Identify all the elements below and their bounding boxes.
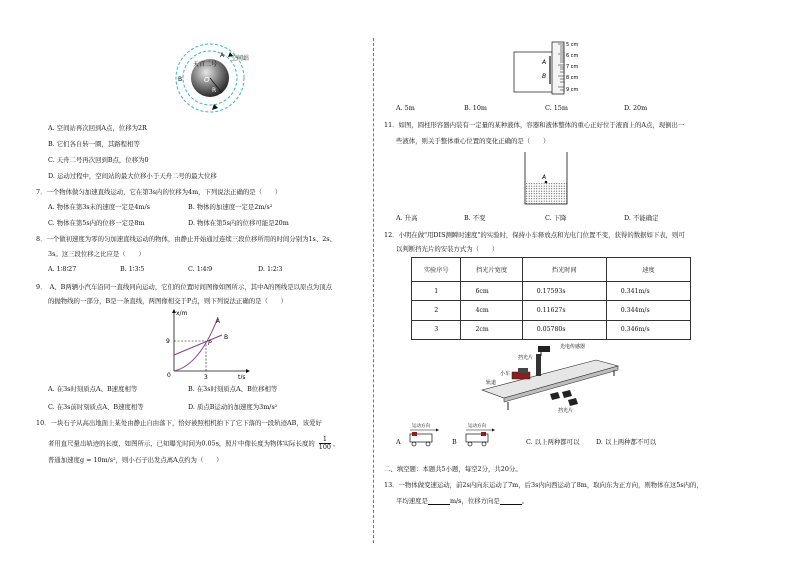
q10-frac-tail: ， <box>333 439 340 448</box>
ruler-tick-7: 7 cm <box>566 64 579 70</box>
q12-option-c: C. 以上两种都可以 <box>526 438 580 446</box>
q11-option-b: B. 不变 <box>464 214 486 222</box>
motion-dir-label: 运动方向 <box>468 424 486 429</box>
column-divider <box>373 38 374 543</box>
y-tick-9: 9 <box>166 338 170 345</box>
q7-option-b: B. 物体的加速度一定是2m/s² <box>188 203 273 211</box>
q9-xt-graph <box>160 307 252 379</box>
table-cell: 0.344m/s <box>606 301 690 320</box>
label-flag: 挡光片 <box>518 355 534 361</box>
q8-line2: 3s。这三段位移之比应是（ ） <box>48 250 145 258</box>
q10-line1: 10．一块石子从高出地面上某处由静止自由落下，恰好被照相机拍下了它下落的一段轨迹AB，该爱好 <box>36 419 322 427</box>
table-cell: 4cm <box>461 301 522 320</box>
ruler-label-A: A <box>542 59 547 66</box>
q6-option-c: C. 天舟二号再次回到B点，位移为0 <box>48 156 149 164</box>
q12-option-d: D. 以上两种都不可以 <box>596 438 657 446</box>
q13-blank-velocity <box>428 498 450 505</box>
label-track: 轨道 <box>486 380 497 386</box>
q8-option-b: B. 1∶3∶5 <box>120 265 145 273</box>
q12-option-a-label: A <box>396 438 401 446</box>
table-header: 速度 <box>606 258 690 282</box>
q10-line2-text: 者用直尺量出轨迹的长度，如图所示，已知曝光时间为0.05s，照片中像长度为物体实际长度的 <box>48 439 315 448</box>
x-axis-label: t/s <box>238 374 246 379</box>
q10-line2 <box>48 436 339 451</box>
q13-line1: 13．一物体做变速运动，前2s内向东运动了7m，后3s内向西运动了8m，取向东为正方向，则物体在这5s内的， <box>384 481 703 489</box>
table-cell: 0.341m/s <box>606 282 690 301</box>
q9-option-d: D. 质点B运动的加速度为3m/s² <box>188 403 278 411</box>
ruler-tick-6: 6 cm <box>566 53 579 59</box>
q10-line3: 普通加速度g = 10m/s²，则小石子出发点离A点约为（ ） <box>48 456 223 464</box>
label-B: B <box>178 76 183 83</box>
arrow-right-icon <box>436 429 439 432</box>
label-station: 空间站 <box>231 55 250 62</box>
q10-frac-den: 100 <box>318 443 331 451</box>
q9-option-c: C. 在3s前时刻质点A、B速度相等 <box>48 403 144 411</box>
table-cell: 1 <box>412 282 461 301</box>
origin-label: 0 <box>167 372 171 379</box>
table-row <box>412 320 691 339</box>
q10-option-d: D. 20m <box>624 104 648 112</box>
q7-option-c: C. 物体在第5s内的位移一定是8m <box>48 219 145 227</box>
table-cell: 2cm <box>461 320 522 339</box>
q13-text-b: m/s，位移方向是 <box>449 497 500 505</box>
ruler-tick-8: 8 cm <box>566 75 579 81</box>
q9-option-b: B. 在3s时刻质点A、B位移相等 <box>188 385 278 393</box>
graph-label-A: A <box>216 318 221 325</box>
q11-option-c: C. 下降 <box>545 214 567 222</box>
label-sensor: 光电传感器 <box>560 344 586 350</box>
q8-option-a: A. 1∶8∶27 <box>48 265 77 273</box>
section-2-title: 二、填空题：本题共5小题，每空2分，共20分。 <box>384 465 522 473</box>
table-header: 挡光片宽度 <box>461 258 522 282</box>
q8-option-c: C. 1∶4∶9 <box>188 265 213 273</box>
q6-option-b: B. 它们各自转一圈，其路程相等 <box>48 140 140 148</box>
table-cell: 0.17593s <box>522 282 606 301</box>
label-flag2: 挡光片 <box>558 408 574 414</box>
q12-option-b-figure <box>460 420 500 450</box>
track <box>482 360 618 398</box>
table-header: 挡光时间 <box>522 258 606 282</box>
q10-option-c: C. 15m <box>545 104 568 112</box>
liquid <box>525 182 567 204</box>
label-tiangong: 天宫二号 <box>193 61 218 68</box>
light-gate-sensor <box>538 346 550 352</box>
label-cart: 小车 <box>500 371 511 377</box>
label-A: A <box>220 52 225 59</box>
q10-frac-num: 1 <box>319 436 331 444</box>
q9-line2: 的抛物线的一部分，B是一条直线，两图像相交于P点，则下列说法正确的是（ ） <box>48 297 288 305</box>
table-cell: 0.05780s <box>522 320 606 339</box>
q8-option-d: D. 1∶2∶3 <box>258 265 283 273</box>
ruler-photo-figure <box>512 38 604 96</box>
label-O: O <box>204 76 210 84</box>
q6-option-a: A. 空间站再次回到A点，位移为2R <box>48 124 147 132</box>
line-B <box>174 335 222 355</box>
table-cell: 3 <box>412 320 461 339</box>
orbit-figure <box>160 40 260 116</box>
graph-label-B: B <box>224 334 229 341</box>
y-axis-label: x/m <box>176 310 188 317</box>
q11-line1: 11．如图，圆柱形容器内装有一定量的某种液体，容器和液体整体的重心正好位于液面上的A点，现倒出一 <box>384 121 685 129</box>
q13-text-c: 。 <box>521 497 529 505</box>
q13-blank-direction <box>500 498 522 505</box>
flag <box>518 368 528 373</box>
x-tick-3: 3 <box>204 374 208 379</box>
container-figure <box>518 150 574 206</box>
table-cell: 2 <box>412 301 461 320</box>
q10-option-b: B. 10m <box>464 104 487 112</box>
q10-fraction <box>319 436 331 451</box>
ruler-tick-5: 5 cm <box>566 42 579 48</box>
table-cell: 0.11627s <box>522 301 606 320</box>
q12-line2: 以判断挡光片的安装方式为（ ） <box>396 245 499 253</box>
table-cell: 0.346m/s <box>606 320 690 339</box>
q7-stem: 7．一个物体做匀加速直线运动，它在第3s内的位移为4m，下列说法正确的是（ ） <box>36 188 282 196</box>
q12-option-a-figure <box>404 420 444 450</box>
arrow-right-icon <box>492 429 495 432</box>
cart <box>512 372 530 379</box>
table-header-row <box>412 258 691 282</box>
q12-option-b-label: B <box>452 438 457 446</box>
table-cell: 6cm <box>461 282 522 301</box>
motion-dir-label: 运动方向 <box>412 424 430 429</box>
q12-data-table <box>411 257 691 340</box>
q11-line2: 些液体，则关于整体重心位置的变化正确的是（ ） <box>396 137 550 145</box>
q10-option-a: A. 5m <box>396 104 415 112</box>
container-label-A: A <box>542 174 547 181</box>
q9-option-a: A. 在3s时刻质点A、B速度相等 <box>48 385 138 393</box>
q13-line2 <box>396 497 528 505</box>
gate-post <box>536 354 541 376</box>
q13-text-a: 平均速度是 <box>396 497 428 505</box>
q12-line1: 12．小明在做"用DIS测瞬时速度"的实验时，保持小车释放点和光电门位置不变，获得的数据如下表，则可 <box>384 231 685 239</box>
q11-option-a: A. 升高 <box>396 214 418 222</box>
q7-option-d: D. 物体在第5s内的位移可能是20m <box>188 219 289 227</box>
graph-label-P: P <box>208 340 212 347</box>
q7-option-a: A. 物体在第3s末的速度一定是4m/s <box>48 203 150 211</box>
q11-option-d: D. 不能确定 <box>624 214 659 222</box>
q8-line1: 8．一个做初速度为零的匀加速直线运动的物体，由静止开始通过连续三段位移所用的时间分别为1s、2s、 <box>36 235 336 243</box>
table-header: 实验序号 <box>412 258 461 282</box>
label-R: R <box>212 87 217 94</box>
q9-line1: 9． A、B两辆小汽车沿同一直线同向运动，它们的位置时间图像如图所示，其中A的图线是以原点为顶点 <box>36 283 332 291</box>
ruler-label-B: B <box>542 73 547 80</box>
dis-apparatus-figure <box>478 342 628 416</box>
table-row <box>412 282 691 301</box>
table-row <box>412 301 691 320</box>
q6-option-d: D. 运动过程中，空间站的最大位移小于天舟二号的最大位移 <box>48 172 217 180</box>
ruler-tick-9: 9 cm <box>566 87 579 93</box>
